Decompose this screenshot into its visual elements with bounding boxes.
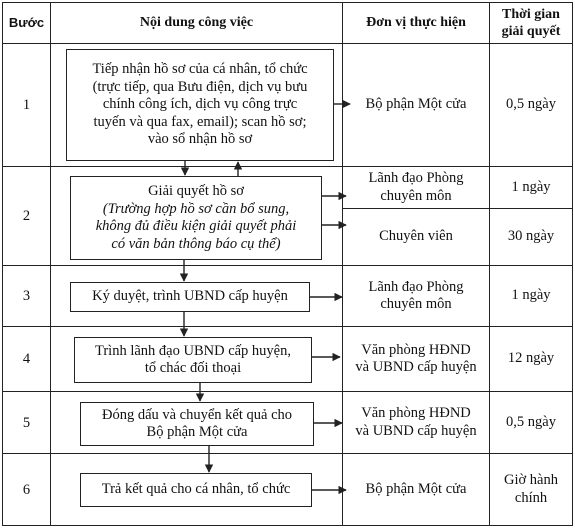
- time-row-2b: 30 ngày: [507, 228, 555, 245]
- unit-5-line-1: Văn phòng HĐND: [361, 405, 471, 421]
- step-number-2: 2: [22, 208, 31, 224]
- unit-row-4: [343, 327, 489, 391]
- unit-row-2b: [343, 209, 489, 265]
- unit-row-5: [343, 392, 489, 453]
- unit-row-3: [343, 266, 489, 326]
- time-row-1: 0,5 ngày: [506, 96, 556, 113]
- step-number-3: 3: [22, 288, 31, 304]
- header-content: Nội dung công việc: [139, 15, 254, 30]
- unit-row-1: [343, 44, 489, 166]
- process-2-line-1: Giải quyết hồ sơ: [148, 183, 244, 199]
- unit-2b-line-1: Chuyên viên: [379, 228, 453, 245]
- header-unit: Đơn vị thực hiện: [366, 15, 466, 30]
- unit-6-line-1: Bộ phận Một cửa: [365, 480, 467, 497]
- time-row-3: 1 ngày: [511, 287, 551, 304]
- process-1-line-5: vào sổ nhận hồ sơ: [147, 131, 253, 148]
- step-number-4: 4: [22, 351, 31, 367]
- process-1-line-4: tuyến và qua fax, email); scan hồ sơ;: [93, 113, 307, 130]
- process-4-line-1: Trình lãnh đạo UBND cấp huyện,: [95, 342, 291, 359]
- process-3-line-1: Ký duyệt, trình UBND cấp huyện: [92, 288, 288, 305]
- unit-2a-line-2: chuyên môn: [380, 187, 452, 204]
- step-number-5: 5: [22, 414, 31, 431]
- process-6-line-1: Trả kết quả cho cá nhân, tổ chức: [101, 481, 291, 498]
- process-1-line-2: (trực tiếp, qua Bưu điện, dịch vụ bưu: [92, 78, 308, 95]
- header-time-line1: Thời gian: [502, 7, 560, 22]
- header-time-line2: giải quyết: [501, 24, 561, 39]
- process-2-note-line-3: có văn bản thông báo cụ thể): [111, 235, 281, 252]
- process-2-note-line-2: không đủ điều kiện giải quyết phải: [95, 218, 297, 234]
- time-row-5: 0,5 ngày: [506, 413, 556, 430]
- time-row-6: Giờ hành chính: [504, 472, 558, 506]
- process-1-line-3: chính công ích, dịch vụ công trực: [102, 96, 298, 113]
- unit-5-line-2: và UBND cấp huyện: [355, 422, 477, 439]
- unit-4-line-2: và UBND cấp huyện: [355, 359, 477, 375]
- process-5-line-2: Bộ phận Một cửa: [146, 424, 248, 440]
- unit-4-line-1: Văn phòng HĐND: [361, 341, 471, 358]
- unit-row-2a: [343, 167, 489, 208]
- step-number-6: 6: [22, 481, 31, 498]
- header-step: Bước: [8, 15, 45, 30]
- unit-1-line-1: Bộ phận Một cửa: [365, 96, 467, 113]
- step-number-1: 1: [22, 97, 31, 113]
- unit-3-line-1: Lãnh đạo Phòng: [368, 278, 464, 295]
- unit-row-6: [343, 454, 489, 525]
- process-1-line-1: Tiếp nhận hồ sơ của cá nhân, tổ chức: [92, 61, 308, 78]
- unit-3-line-2: chuyên môn: [380, 296, 452, 312]
- time-row-4: 12 ngày: [507, 350, 555, 367]
- process-5-line-1: Đóng dấu và chuyển kết quả cho: [101, 406, 293, 423]
- time-row-2a: 1 ngày: [511, 178, 551, 195]
- process-2-note-line-1: (Trường hợp hồ sơ cần bổ sung,: [102, 200, 290, 217]
- process-4-line-2: tổ chác đối thoại: [144, 360, 242, 376]
- unit-2a-line-1: Lãnh đạo Phòng: [368, 170, 464, 186]
